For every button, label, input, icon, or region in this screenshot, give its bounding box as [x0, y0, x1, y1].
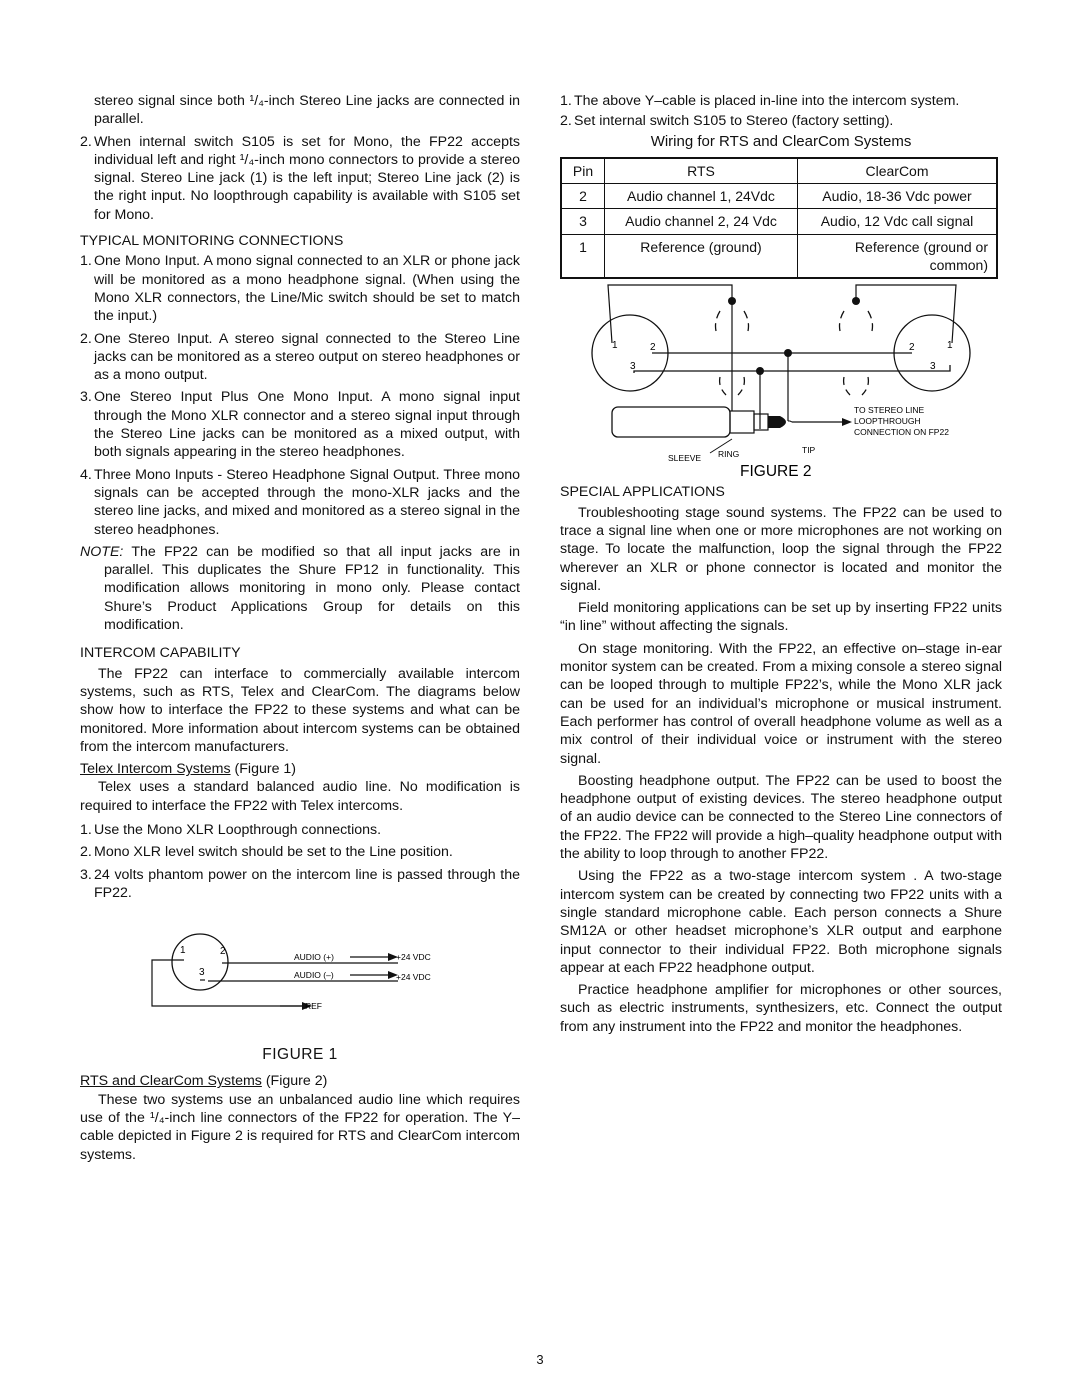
list-item [80, 843, 520, 861]
paragraph-text: With the FP22, an effective on–stage in-ear monitor system can be created. From a mixing console a stereo signal can be looped through to multiple FP22’s, while the Mono XLR jack can be used for an individual’s microphone or musical instrument. Each performer has control of overall headphone volume as well as a mix control of their individual voice or instrument with the stereo signal. [560, 640, 1002, 767]
paragraph [560, 640, 1002, 768]
paragraph: The FP22 can interface to commercially available intercom systems, such as RTS, Telex and ClearCom. The diagrams below show how to interface the FP22 to these systems and what can be monitored. More information about intercom systems can be obtained from the intercom manufacturers. [80, 665, 520, 755]
figure-1-diagram [80, 920, 520, 1040]
paragraph: Telex uses a standard balanced audio line. No modification is required to interface the FP22 with Telex intercoms. [80, 779, 520, 814]
lead-text: Using the FP22 as a two-stage intercom system [578, 868, 906, 885]
figure-2-diagram [560, 281, 1000, 481]
pin-label: 2 [650, 342, 656, 354]
lead-text: Troubleshooting [578, 504, 680, 521]
section-heading: INTERCOM CAPABILITY [80, 645, 241, 662]
note-label: CONNECTION ON FP22 [854, 427, 949, 438]
section-heading: TYPICAL MONITORING CONNECTIONS [80, 233, 344, 250]
list-number: 4. [80, 466, 92, 483]
section-heading: SPECIAL APPLICATIONS [560, 484, 725, 501]
phone-plug-icon [612, 407, 730, 437]
subheading [80, 1072, 520, 1090]
table-cell: Audio, 18-36 Vdc power [798, 184, 998, 209]
lead-text: Boosting headphone output. [578, 772, 760, 789]
list-number: 2. [80, 844, 92, 861]
list-item [80, 133, 520, 224]
table-cell: Audio, 12 Vdc call signal [798, 209, 998, 234]
ring-label: RING [718, 449, 740, 460]
paragraph: These two systems use an unbalanced audio line which requires use of the ¹/₄-inch line connectors of the FP22 for operation. The Y–cable depicted in Figure 2 is required for RTS and ClearCom intercom systems. [80, 1091, 520, 1163]
paragraph-text: applications can be set up by inserting FP22 units “in line” without affecting the signals. [560, 600, 1002, 635]
lead-text: Field monitoring [578, 600, 680, 617]
note-label: TO STEREO LINE [854, 405, 925, 416]
page-number: 3 [536, 1352, 544, 1367]
table-header-cell: Pin [561, 158, 605, 184]
paragraph-text: stage sound systems. The FP22 can be used to trace a signal line when one or more microphones are not working on stage. To locate the malfunction, loop the signal through the FP22 wherever an XLR or phone connector is located and monitor the signal. [560, 504, 1002, 594]
paragraph [560, 504, 1002, 595]
list-item [80, 252, 520, 325]
list-item [80, 330, 520, 385]
pin-label: 1 [612, 340, 618, 352]
lead-text: Practice headphone amplifier [578, 982, 769, 999]
table-cell: 2 [561, 184, 605, 209]
list-text: One Stereo Input Plus One Mono Input. A mono signal input through the Mono XLR connector and a stereo signal input through the Stereo Line jacks can be monitored as a mixed output, with both signals appearing in the stereo headphones. [94, 389, 520, 461]
table-row [561, 234, 997, 278]
list-item [80, 466, 520, 539]
list-number: 1. [80, 253, 92, 270]
list-number: 3. [80, 389, 92, 406]
list-text: Use the Mono XLR Loopthrough connections. [94, 821, 382, 838]
paragraph [560, 772, 1002, 863]
list-text: Mono XLR level switch should be set to the Line position. [94, 844, 453, 861]
telex-ref: (Figure 1) [230, 761, 297, 778]
pin-label: 2 [220, 946, 226, 958]
paragraph-text: The FP22 can be used to boost the headphone output of existing devices. The stereo headphone output of an audio device can be connected to the Stereo Line connectors of the FP22. The FP22 will provide a high–quality headphone output with the ability to loop through to another FP22. [560, 772, 1002, 863]
audio-minus-label: AUDIO (–) [294, 970, 334, 981]
list-number: 3. [80, 866, 92, 883]
paragraph [560, 981, 1002, 1036]
paragraph-text: for microphones or other sources, such as electric instruments, synthesizers, etc. Connect the output from any instrument into the FP22 and monitor the headphones. [560, 982, 1002, 1035]
pin-label: 3 [930, 361, 936, 373]
list-item [80, 821, 520, 839]
table-title: Wiring for RTS and ClearCom Systems [650, 132, 912, 150]
list-number: 1. [560, 93, 572, 109]
table-cell: Reference (ground) [605, 234, 798, 278]
paragraph-text: . A two-stage intercom system can be created by connecting two FP22 units with a single standard microphone cable. Each person connects a Shure SM12A or other headset microphone’s XLR output and earphone input connector to their individual FP22. Both microphone signals appear at each FP22 headphone output. [560, 868, 1002, 976]
table-cell: Audio channel 2, 24 Vdc [605, 209, 798, 234]
pin-label: 1 [180, 945, 186, 957]
list-number: 2. [80, 133, 92, 150]
table-cell: 3 [561, 209, 605, 234]
paragraph [560, 599, 1002, 636]
figure-caption: FIGURE 2 [740, 463, 812, 481]
sleeve-label: SLEEVE [668, 453, 702, 464]
list-item [80, 388, 520, 461]
list-text: One Mono Input. A mono signal connected to an XLR or phone jack will be monitored as a mono headphone signal. (When using the Mono XLR connectors, the Line/Mic switch should be set to match the input.) [94, 253, 520, 325]
note-label: NOTE: [80, 543, 124, 560]
list-number: 1. [80, 821, 92, 838]
right-column [560, 92, 1002, 1040]
subheading [80, 760, 520, 778]
list-number: 2. [560, 113, 572, 130]
list-text: When internal switch S105 is set for Mono, the FP22 accepts individual left and right ¹/₄-inch mono connectors to provide a stereo signal. Stereo Line jack (1) is the left input; Stereo Line jack (2) is the right input. No loopthrough capability is available with S105 set for Mono. [94, 133, 520, 223]
pin-label: 3 [199, 967, 205, 979]
voltage-label: +24 VDC [396, 972, 431, 983]
wiring-table [560, 157, 998, 279]
table-cell: 1 [561, 234, 605, 278]
list-item [80, 866, 520, 903]
tip-label: TIP [802, 445, 816, 456]
list-text: 24 volts phantom power on the intercom line is passed through the FP22. [94, 866, 520, 901]
list-text: The above Y–cable is placed in-line into the intercom system. [574, 93, 960, 109]
telex-title: Telex Intercom Systems [80, 761, 231, 778]
note-text: The FP22 can be modified so that all input jacks are in parallel. This duplicates the Shure FP12 in functionality. This modification allows monitoring in mono only. Please contact Shure’s Product Applications Group for details on this modification. [104, 543, 520, 634]
voltage-label: +24 VDC [396, 952, 431, 963]
rts-title: RTS and ClearCom Systems [80, 1073, 262, 1090]
left-column [80, 92, 520, 1164]
note [80, 543, 520, 634]
lead-text: On stage monitoring. [578, 640, 714, 657]
table-cell: Audio channel 1, 24Vdc [605, 184, 798, 209]
table-header-row [561, 158, 997, 184]
rts-ref: (Figure 2) [261, 1073, 328, 1090]
list-text: One Stereo Input. A stereo signal connected to the Stereo Line jacks can be monitored as a stereo output on stereo headphones or as a mono output. [94, 330, 520, 384]
table-header-cell: RTS [605, 158, 798, 184]
ref-label: REF [305, 1001, 322, 1012]
paragraph [560, 867, 1002, 977]
pin-label: 1 [947, 340, 953, 352]
audio-plus-label: AUDIO (+) [294, 952, 334, 963]
list-number: 2. [80, 330, 92, 347]
list-text: Set internal switch S105 to Stereo (factory setting). [574, 113, 894, 130]
list-text: Three Mono Inputs - Stereo Headphone Signal Output. Three mono signals can be accepted through the mono-XLR jacks and the stereo line jacks, and mixed and monitored as a stereo signal in the stereo headphones. [94, 466, 520, 538]
list-item [560, 112, 1002, 130]
table-row [561, 184, 997, 209]
table-row [561, 209, 997, 234]
paragraph: stereo signal since both ¹/₄-inch Stereo Line jacks are connected in parallel. [94, 93, 520, 128]
note-label: LOOPTHROUGH [854, 416, 921, 427]
table-header-cell: ClearCom [798, 158, 998, 184]
table-cell: Reference (ground or common) [798, 234, 998, 278]
pin-label: 3 [630, 361, 636, 373]
figure-caption: FIGURE 1 [262, 1046, 338, 1064]
pin-label: 2 [909, 342, 915, 354]
list-item [560, 92, 1002, 110]
